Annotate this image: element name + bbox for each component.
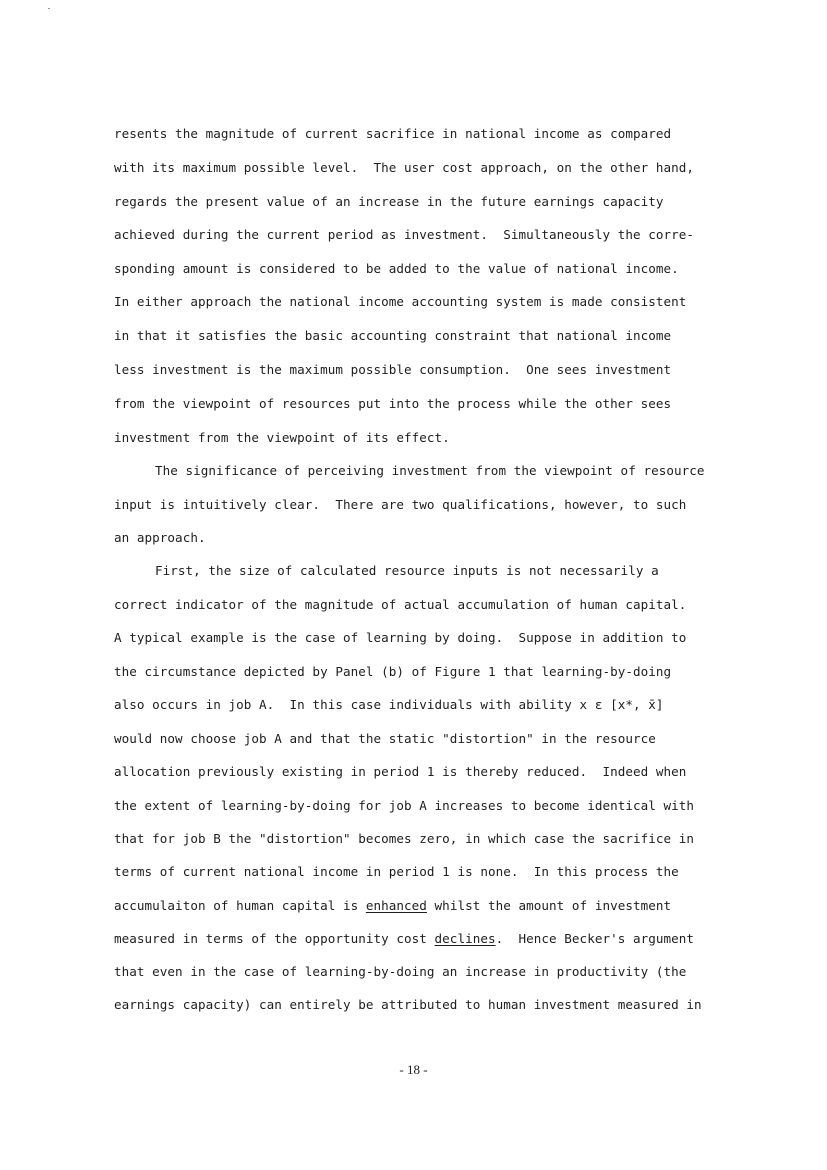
text-line: the extent of learning-by-doing for job A increases to become identical with <box>114 798 695 813</box>
text-line <box>114 931 694 947</box>
text-line: from the viewpoint of resources put into the process while the other sees <box>114 396 672 411</box>
text-line: an approach. <box>114 530 206 545</box>
text-line: correct indicator of the magnitude of actual accumulation of human capital. <box>114 597 687 612</box>
text-line: in that it satisfies the basic accounting constraint that national income <box>114 328 672 343</box>
text-line: the circumstance depicted by Panel (b) of Figure 1 that learning-by-doing <box>114 664 672 679</box>
text-line: First, the size of calculated resource inputs is not necessarily a <box>155 563 659 578</box>
text-line: regards the present value of an increase in the future earnings capacity <box>114 194 664 209</box>
text-segment: . Hence Becker's argument <box>495 931 695 946</box>
text-segment: measured in terms of the opportunity cost <box>114 931 435 946</box>
page-number: - 18 - <box>399 1062 428 1077</box>
text-line: In either approach the national income accounting system is made consistent <box>114 294 687 309</box>
text-line: sponding amount is considered to be added to the value of national income. <box>114 261 679 276</box>
text-line: The significance of perceiving investment from the viewpoint of resource <box>155 463 705 478</box>
text-line: would now choose job A and that the static "distortion" in the resource <box>114 731 656 746</box>
text-line: allocation previously existing in period 1 is thereby reduced. Indeed when <box>114 764 687 779</box>
text-line: earnings capacity) can entirely be attributed to human investment measured in <box>114 997 702 1012</box>
text-line: that even in the case of learning-by-doing an increase in productivity (the <box>114 964 687 979</box>
text-line: terms of current national income in period 1 is none. In this process the <box>114 864 679 879</box>
text-line: input is intuitively clear. There are two qualifications, however, to such <box>114 497 687 512</box>
text-line: A typical example is the case of learning by doing. Suppose in addition to <box>114 630 687 645</box>
text-line: investment from the viewpoint of its effect. <box>114 430 450 445</box>
underlined-word: declines <box>434 931 496 946</box>
scan-speck <box>48 8 50 9</box>
text-line: that for job B the "distortion" becomes zero, in which case the sacrifice in <box>114 831 695 846</box>
text-line <box>114 898 671 914</box>
text-segment: whilst the amount of investment <box>426 898 672 913</box>
text-line: with its maximum possible level. The user cost approach, on the other hand, <box>114 160 695 175</box>
text-line: achieved during the current period as investment. Simultaneously the corre- <box>114 227 695 242</box>
text-line: less investment is the maximum possible consumption. One sees investment <box>114 362 672 377</box>
underlined-word: enhanced <box>365 898 427 913</box>
text-segment: accumulaiton of human capital is <box>114 898 366 913</box>
text-line: resents the magnitude of current sacrifice in national income as compared <box>114 126 672 141</box>
text-line: also occurs in job A. In this case individuals with ability x ε [x*, x̄] <box>114 697 664 712</box>
